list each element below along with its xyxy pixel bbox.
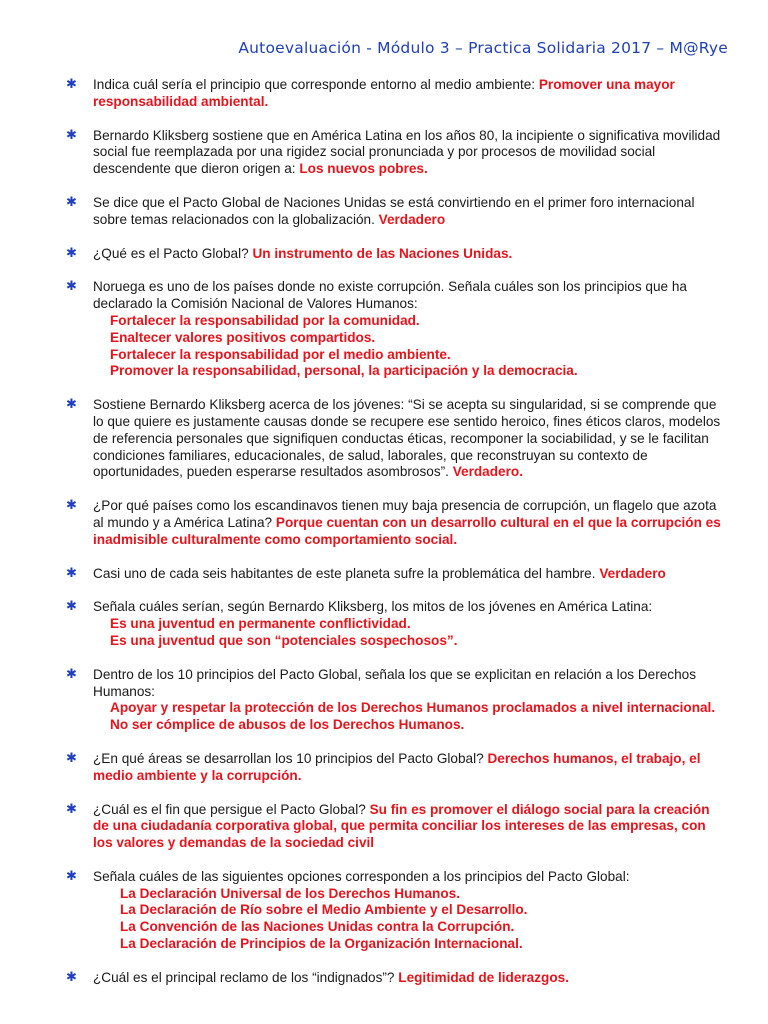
answer-line: Fortalecer la responsabilidad por la comunidad.	[110, 312, 420, 328]
list-item	[66, 802, 726, 852]
asterisk-bullet-icon: ✱	[66, 77, 77, 92]
answer-line: Fortalecer la responsabilidad por el medio ambiente.	[110, 346, 451, 362]
answer-line: La Declaración de Río sobre el Medio Ambiente y el Desarrollo.	[120, 902, 528, 918]
answer-text: Verdadero.	[452, 464, 523, 480]
question-text: Se dice que el Pacto Global de Naciones Unidas se está convirtiendo en el primer foro internacional sobre temas relacionados con la globalización.	[93, 194, 695, 227]
answer-text: Su fin es promover el diálogo social para la creación de una ciudadanía corporativa global, que permita conciliar los intereses de las empresas, con los valores y demandas de la sociedad civil	[93, 801, 710, 851]
answer-line: Es una juventud en permanente conflictividad.	[110, 616, 411, 632]
question-text: ¿Por qué países como los escandinavos tienen muy baja presencia de corrupción, un flagelo que azota al mundo y a América Latina?	[93, 498, 717, 530]
list-item	[66, 195, 726, 229]
question-text: Dentro de los 10 principios del Pacto Global, señala los que se explicitan en relación a los Derechos Humanos:	[93, 666, 697, 699]
answer-text: Promover una mayor responsabilidad ambiental.	[93, 77, 675, 109]
list-item	[66, 77, 726, 111]
answer-line: Enaltecer valores positivos compartidos.	[110, 329, 376, 345]
list-item	[66, 751, 726, 785]
asterisk-bullet-icon: ✱	[66, 666, 77, 682]
answer-line: No ser cómplice de abusos de los Derechos Humanos.	[110, 717, 465, 733]
list-item	[66, 128, 726, 178]
asterisk-bullet-icon: ✱	[66, 969, 77, 985]
answer-list	[93, 886, 726, 953]
answer-line: La Convención de las Naciones Unidas contra la Corrupción.	[120, 919, 515, 935]
list-item	[66, 566, 726, 583]
asterisk-bullet-icon: ✱	[66, 194, 77, 210]
answer-line: La Declaración Universal de los Derechos Humanos.	[120, 885, 460, 901]
asterisk-bullet-icon: ✱	[66, 565, 77, 581]
answer-text: Verdadero	[378, 211, 446, 227]
question-text: ¿Qué es el Pacto Global?	[93, 245, 253, 261]
list-item	[66, 970, 726, 987]
answer-text: Legitimidad de liderazgos.	[398, 969, 569, 985]
question-text: ¿Cuál es el principal reclamo de los “indignados”?	[93, 969, 399, 985]
asterisk-bullet-icon: ✱	[66, 397, 77, 413]
asterisk-bullet-icon: ✱	[66, 868, 77, 884]
question-text: Señala cuáles de las siguientes opciones corresponden a los principios del Pacto Global:	[93, 868, 630, 884]
answer-line: Promover la responsabilidad, personal, la participación y la democracia.	[110, 363, 578, 379]
list-item	[66, 279, 726, 380]
answer-text: Los nuevos pobres.	[299, 161, 428, 177]
answer-line: Apoyar y respetar la protección de los Derechos Humanos proclamados a nivel internacional.	[110, 700, 716, 716]
answer-text: Un instrumento de las Naciones Unidas.	[252, 245, 513, 261]
asterisk-bullet-icon: ✱	[66, 599, 77, 615]
list-item	[66, 498, 726, 548]
question-text: ¿En qué áreas se desarrollan los 10 principios del Pacto Global?	[93, 750, 488, 766]
asterisk-bullet-icon: ✱	[66, 750, 77, 766]
question-list	[66, 77, 726, 1004]
question-text: Indica cuál sería el principio que corresponde entorno al medio ambiente:	[93, 77, 539, 92]
asterisk-bullet-icon: ✱	[66, 279, 77, 295]
list-item	[66, 397, 726, 481]
answer-line: Es una juventud que son “potenciales sospechosos”.	[110, 632, 458, 648]
list-item	[66, 599, 726, 649]
list-item	[66, 869, 726, 953]
page-header-title: Autoevaluación - Módulo 3 – Practica Solidaria 2017 – M@Rye	[238, 39, 728, 57]
answer-line: La Declaración de Principios de la Organización Internacional.	[120, 936, 523, 952]
asterisk-bullet-icon: ✱	[66, 127, 77, 143]
question-text: Casi uno de cada seis habitantes de este planeta sufre la problemática del hambre.	[93, 565, 600, 581]
list-item	[66, 246, 726, 263]
answer-text: Porque cuentan con un desarrollo cultural en el que la corrupción es inadmisible culturalmente como comportamiento social.	[93, 514, 721, 547]
question-text: Noruega es uno de los países donde no existe corrupción. Señala cuáles son los principios que ha declarado la Comisión Nacional de Valores Humanos:	[93, 279, 687, 312]
asterisk-bullet-icon: ✱	[66, 801, 77, 817]
answer-list	[93, 313, 726, 380]
answer-list	[93, 700, 726, 734]
answer-list	[93, 616, 726, 650]
question-text: Sostiene Bernardo Kliksberg acerca de los jóvenes: “Si se acepta su singularidad, si se comprende que lo que quiere es justamente causas donde se recupere ese sentido heroico, fines éticos claros, modelos de referencia personales que signifiquen conductas éticas, recomponer la sociabilidad, y se le facilitan condiciones familiares, educacionales, de salud, laborales, que reconstruyan su contexto de oportunidades, pueden esperarse resultados asombrosos”.	[93, 397, 721, 480]
answer-text: Derechos humanos, el trabajo, el medio ambiente y la corrupción.	[93, 750, 701, 783]
asterisk-bullet-icon: ✱	[66, 245, 77, 261]
question-text: Bernardo Kliksberg sostiene que en América Latina en los años 80, la incipiente o significativa movilidad social fue reemplazada por una rigidez social pronunciada y por procesos de movilidad social descendente que dieron origen a:	[93, 127, 721, 177]
answer-text: Verdadero	[599, 565, 666, 581]
question-text: ¿Cuál es el fin que persigue el Pacto Global?	[93, 801, 370, 817]
question-text: Señala cuáles serían, según Bernardo Kliksberg, los mitos de los jóvenes en América Latina:	[93, 599, 653, 615]
list-item	[66, 667, 726, 734]
asterisk-bullet-icon: ✱	[66, 498, 77, 514]
